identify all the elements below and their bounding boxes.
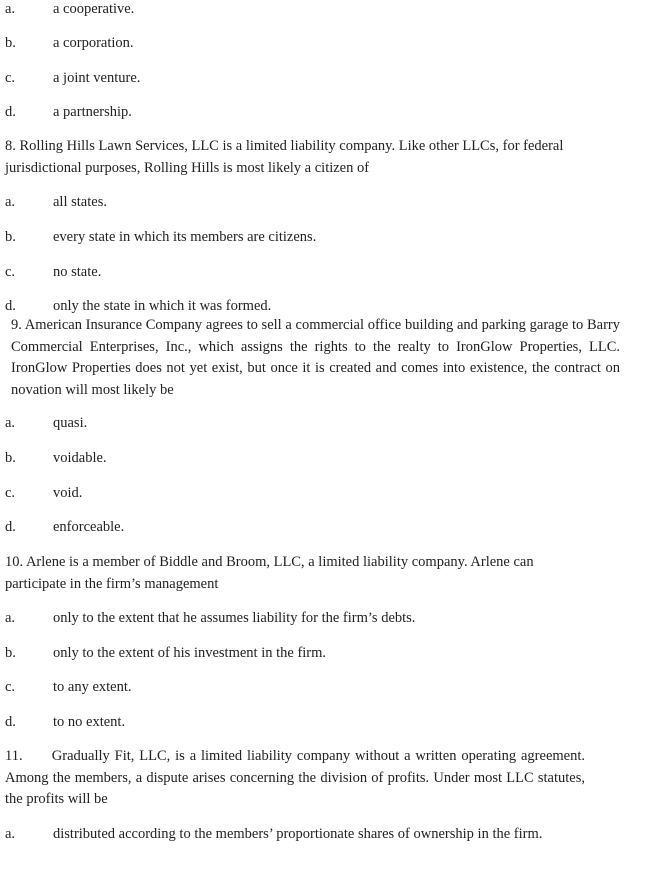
option-letter: a. xyxy=(5,1,16,17)
option-text: to any extent. xyxy=(53,679,132,695)
option-letter: a. xyxy=(5,610,16,626)
option-text: every state in which its members are citizens. xyxy=(53,229,317,245)
option-text: all states. xyxy=(53,194,107,210)
option-letter: a. xyxy=(5,194,16,210)
option-letter: a. xyxy=(5,415,16,431)
option-text: only to the extent that he assumes liability for the firm’s debts. xyxy=(53,610,416,626)
option-text: distributed according to the members’ proportionate shares of ownership in the firm. xyxy=(53,826,543,842)
option-text: only the state in which it was formed. xyxy=(53,298,272,314)
option-text: no state. xyxy=(53,264,102,280)
option-text: a corporation. xyxy=(53,35,134,51)
option-text: void. xyxy=(53,485,83,501)
option-text: voidable. xyxy=(53,450,107,466)
option-text: only to the extent of his investment in the firm. xyxy=(53,645,327,661)
option-text: a cooperative. xyxy=(53,1,135,17)
q8-stem: 8. Rolling Hills Lawn Services, LLC is a limited liability company. Like other LLCs, for federal jurisdictional purposes, Rolling Hills is most likely a citizen of xyxy=(5,138,564,176)
q11-stem: 11. Gradually Fit, LLC, is a limited liability company without a written operating agreement. Among the members, a dispute arises concerning the division of profits. Under most LLC statutes, the profits will be xyxy=(5,748,585,807)
option-letter: d. xyxy=(5,104,16,120)
option-letter: c. xyxy=(5,679,16,695)
option-letter: a. xyxy=(5,826,16,842)
option-letter: d. xyxy=(5,298,16,314)
option-letter: b. xyxy=(5,645,16,661)
option-text: quasi. xyxy=(53,415,88,431)
option-letter: b. xyxy=(5,35,16,51)
q9-stem: 9. American Insurance Company agrees to sell a commercial office building and parking garage to Barry Commercial Enterprises, Inc., which assigns the rights to the realty to IronGlow Properties, LLC. IronGlow Properties does not yet exist, but once it is created and comes into existence, the contract on novation will most likely be xyxy=(11,317,620,398)
option-letter: d. xyxy=(5,519,16,535)
option-letter: b. xyxy=(5,229,16,245)
option-letter: d. xyxy=(5,714,16,730)
option-text: enforceable. xyxy=(53,519,125,535)
option-letter: c. xyxy=(5,70,16,86)
option-text: to no extent. xyxy=(53,714,126,730)
option-letter: c. xyxy=(5,264,16,280)
option-letter: b. xyxy=(5,450,16,466)
option-letter: c. xyxy=(5,485,16,501)
q10-stem: 10. Arlene is a member of Biddle and Broom, LLC, a limited liability company. Arlene can participate in the firm’s management xyxy=(5,554,534,592)
option-text: a partnership. xyxy=(53,104,132,120)
option-text: a joint venture. xyxy=(53,70,141,86)
